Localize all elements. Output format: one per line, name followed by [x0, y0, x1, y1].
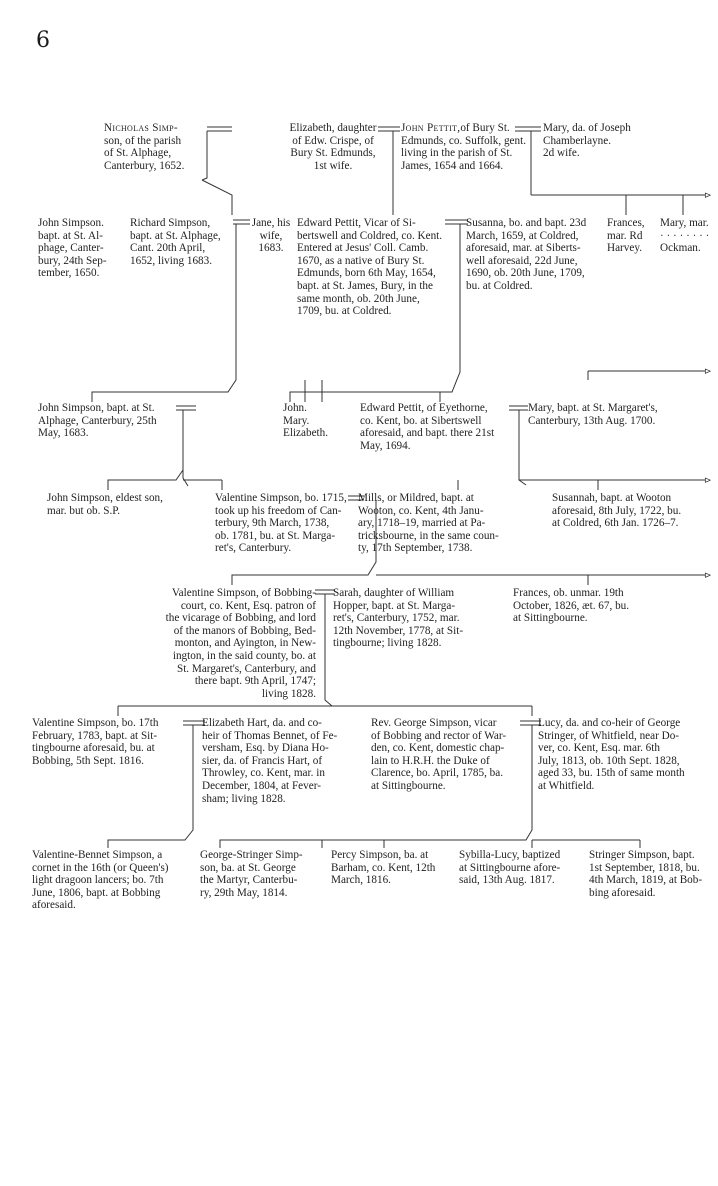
entry-susannah: Susannah, bapt. at Wooton aforesaid, 8th July, 1722, bu. at Coldred, 6th Jan. 1726–7. [552, 492, 682, 530]
entry-frances-harvey: Frances, mar. Rd Harvey. [607, 217, 645, 255]
entry-nicholas-simpson [104, 122, 209, 172]
entry-valentine-bennet-simpson: Valentine-Bennet Simpson, a cornet in the 16th (or Queen's) light dragoon lancers; bo. 7th June, 1806, bapt. at Bobbing aforesaid. [32, 849, 169, 912]
entry-valentine-simpson-1715: Valentine Simpson, bo. 1715, took up his freedom of Can- terbury, 9th March, 1738, ob. 1781, bu. at St. Marga- ret's, Canterbury. [215, 492, 347, 555]
entry-mary-ockman: Mary, mar. · · · · · · · · Ockman. [660, 217, 710, 255]
entry-sarah-hopper: Sarah, daughter of William Hopper, bapt. at St. Marga- ret's, Canterbury, 1752, mar. 12th November, 1778, at Sit- tingbourne; living 1828. [333, 587, 464, 650]
entry-mary-chamberlayne: Mary, da. of Joseph Chamberlayne. 2d wife. [543, 122, 631, 160]
entry-mills-mildred: Mills, or Mildred, bapt. at Wooton, co. Kent, 4th Janu- ary, 1718–19, married at Pa- tricksbourne, in the same coun- ty, 17th September, 1738. [358, 492, 499, 555]
entry-john-simpson-eldest: John Simpson, eldest son, mar. but ob. S.P. [47, 492, 163, 517]
entry-john-simpson-1650: John Simpson. bapt. at St. Al- phage, Canter- bury, 24th Sep- tember, 1650. [38, 217, 107, 280]
entry-valentine-simpson-bobbing: Valentine Simpson, of Bobbing- court, co. Kent, Esq. patron of the vicarage of Bobbing, and lord of the manors of Bobbing, Bed- monton, and Ayington, in New- ington, in the said county, bo. at St. Margaret's, Canterbury, and there bapt. 9th April, 1747; living 1828. [165, 587, 316, 700]
entry-jane: Jane, his wife, 1683. [251, 217, 291, 255]
svg-text:⊳: ⊳ [704, 571, 712, 581]
entry-sybilla-lucy: Sybilla-Lucy, baptized at Sittingbourne afore- said, 13th Aug. 1817. [459, 849, 561, 887]
entry-john-mary-elizabeth: John. Mary. Elizabeth. [283, 402, 329, 440]
entry-rev-george-simpson: Rev. George Simpson, vicar of Bobbing and rector of War- den, co. Kent, domestic chap- lain to H.R.H. the Duke of Clarence, bo. April, 1785, ba. at Sittingbourne. [371, 717, 507, 792]
entry-mary-margarets: Mary, bapt. at St. Margaret's, Canterbury, 13th Aug. 1700. [528, 402, 658, 427]
entry-susanna: Susanna, bo. and bapt. 23d March, 1659, at Coldred, aforesaid, mar. at Siberts- well aforesaid, 22d June, 1690, ob. 20th June, 1709, bu. at Coldred. [466, 217, 587, 292]
entry-elizabeth-hart: Elizabeth Hart, da. and co- heir of Thomas Bennet, of Fe- versham, Esq. by Diana Ho- sier, da. of Francis Hart, of Throwley, co. Kent, mar. in December, 1804, at Fever- sham; living 1828. [202, 717, 338, 805]
entry-john-pettit [401, 122, 543, 172]
entry-nicholas-text: son, of the parish of St. Alphage, Canterbury, 1652. [104, 134, 185, 172]
svg-text:⊳: ⊳ [704, 367, 712, 377]
page-number: 6 [36, 28, 50, 53]
entry-percy-simpson: Percy Simpson, ba. at Barham, co. Kent, 12th March, 1816. [331, 849, 436, 887]
entry-john-pettit-name: John Pettit, [401, 122, 461, 134]
entry-john-pettit-text: of Bury St. Edmunds, co. Suffolk, gent. living in the parish of St. James, 1654 and 1664. [401, 122, 527, 172]
entry-richard-simpson: Richard Simpson, bapt. at St. Alphage, Cant. 20th April, 1652, living 1683. [130, 217, 221, 267]
svg-text:⊳: ⊳ [704, 191, 712, 201]
entry-elizabeth-crispe: Elizabeth, daughter of Edw. Crispe, of Bury St. Edmunds, 1st wife. [289, 122, 377, 172]
entry-frances-unmarried: Frances, ob. unmar. 19th October, 1826, æt. 67, bu. at Sittingbourne. [513, 587, 630, 625]
entry-lucy-stringer: Lucy, da. and co-heir of George Stringer, of Whitfield, near Do- ver, co. Kent, Esq. mar. 6th July, 1813, ob. 10th Sept. 1828, aged 33, bu. 15th of same month at Whitfield. [538, 717, 685, 792]
entry-stringer-simpson: Stringer Simpson, bapt. 1st September, 1818, bu. 4th March, 1819, at Bob- bing aforesaid. [589, 849, 703, 899]
entry-george-stringer-simpson: George-Stringer Simp- son, ba. at St. George the Martyr, Canterbu- ry, 29th May, 1814. [200, 849, 303, 899]
entry-nicholas-name: Nicholas Simp- [104, 122, 178, 134]
entry-edward-pettit-vicar: Edward Pettit, Vicar of Si- bertswell and Coldred, co. Kent. Entered at Jesus' Coll. Camb. 1670, as a native of Bury St. Edmunds, born 6th May, 1654, bapt. at St. James, Bury, in the same month, ob. 20th June, 1709, bu. at Coldred. [297, 217, 443, 318]
entry-john-simpson-1683: John Simpson, bapt. at St. Alphage, Canterbury, 25th May, 1683. [38, 402, 157, 440]
entry-valentine-simpson-1783: Valentine Simpson, bo. 17th February, 1783, bapt. at Sit- tingbourne aforesaid, bu. at Bobbing, 5th Sept. 1816. [32, 717, 159, 767]
entry-edward-pettit-eyethorne: Edward Pettit, of Eyethorne, co. Kent, bo. at Sibertswell aforesaid, and bapt. there 21st May, 1694. [360, 402, 495, 452]
svg-text:⊳: ⊳ [704, 476, 712, 486]
